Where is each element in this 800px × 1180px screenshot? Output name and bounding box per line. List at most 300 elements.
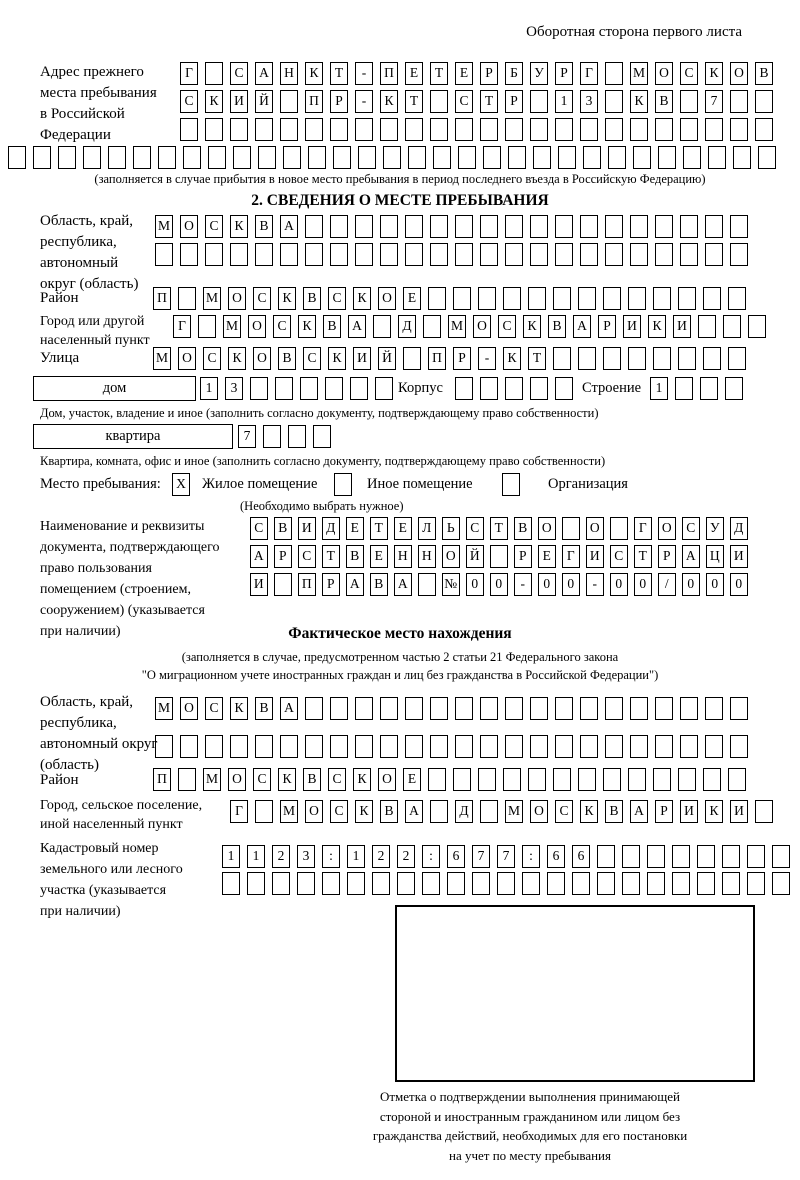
char-box[interactable] (8, 146, 26, 169)
char-box[interactable] (350, 377, 368, 400)
char-box[interactable] (755, 90, 773, 113)
char-box[interactable] (255, 118, 273, 141)
char-box[interactable]: К (353, 768, 371, 791)
char-box[interactable] (355, 697, 373, 720)
region-row-2[interactable] (155, 243, 755, 266)
char-box[interactable]: М (280, 800, 298, 823)
char-box[interactable]: Т (330, 62, 348, 85)
char-box[interactable] (680, 243, 698, 266)
char-box[interactable] (705, 118, 723, 141)
char-box[interactable] (555, 243, 573, 266)
char-box[interactable]: X (172, 473, 190, 496)
char-box[interactable]: А (394, 573, 412, 596)
char-box[interactable] (700, 377, 718, 400)
char-box[interactable] (422, 872, 440, 895)
char-box[interactable]: Р (598, 315, 616, 338)
char-box[interactable]: Е (370, 545, 388, 568)
char-box[interactable] (503, 768, 521, 791)
stay-type-checkbox-residential[interactable] (172, 473, 197, 496)
char-box[interactable] (230, 735, 248, 758)
prev-address-row-2[interactable] (180, 90, 780, 113)
char-box[interactable] (505, 215, 523, 238)
char-box[interactable]: А (348, 315, 366, 338)
char-box[interactable] (358, 146, 376, 169)
char-box[interactable] (430, 118, 448, 141)
char-box[interactable] (222, 872, 240, 895)
char-box[interactable]: Г (634, 517, 652, 540)
actual-region-row-2[interactable] (155, 735, 755, 758)
char-box[interactable]: С (466, 517, 484, 540)
char-box[interactable] (508, 146, 526, 169)
char-box[interactable] (330, 215, 348, 238)
char-box[interactable]: О (442, 545, 460, 568)
char-box[interactable]: С (250, 517, 268, 540)
char-box[interactable]: В (514, 517, 532, 540)
char-box[interactable] (383, 146, 401, 169)
char-box[interactable] (580, 735, 598, 758)
char-box[interactable] (263, 425, 281, 448)
char-box[interactable]: К (305, 62, 323, 85)
char-box[interactable] (355, 215, 373, 238)
document-row-1[interactable] (250, 517, 754, 540)
char-box[interactable]: В (323, 315, 341, 338)
char-box[interactable] (480, 118, 498, 141)
char-box[interactable]: О (378, 287, 396, 310)
char-box[interactable] (747, 872, 765, 895)
char-box[interactable]: - (514, 573, 532, 596)
char-box[interactable] (580, 215, 598, 238)
char-box[interactable] (198, 315, 216, 338)
char-box[interactable] (758, 146, 776, 169)
char-box[interactable] (430, 735, 448, 758)
char-box[interactable] (430, 243, 448, 266)
char-box[interactable]: В (278, 347, 296, 370)
char-box[interactable]: И (353, 347, 371, 370)
char-box[interactable]: С (680, 62, 698, 85)
char-box[interactable]: 6 (447, 845, 465, 868)
char-box[interactable] (108, 146, 126, 169)
char-box[interactable] (555, 377, 573, 400)
char-box[interactable]: Д (322, 517, 340, 540)
char-box[interactable] (183, 146, 201, 169)
char-box[interactable]: А (255, 62, 273, 85)
char-box[interactable] (133, 146, 151, 169)
char-box[interactable] (455, 243, 473, 266)
char-box[interactable] (178, 768, 196, 791)
char-box[interactable]: К (228, 347, 246, 370)
char-box[interactable]: 2 (397, 845, 415, 868)
char-box[interactable]: Е (403, 287, 421, 310)
char-box[interactable]: С (273, 315, 291, 338)
char-box[interactable]: С (205, 697, 223, 720)
char-box[interactable] (530, 697, 548, 720)
char-box[interactable]: В (380, 800, 398, 823)
char-box[interactable]: С (205, 215, 223, 238)
char-box[interactable] (405, 215, 423, 238)
char-box[interactable] (630, 735, 648, 758)
char-box[interactable]: К (503, 347, 521, 370)
char-box[interactable] (603, 347, 621, 370)
char-box[interactable] (322, 872, 340, 895)
char-box[interactable] (280, 90, 298, 113)
char-box[interactable] (355, 735, 373, 758)
char-box[interactable]: К (355, 800, 373, 823)
char-box[interactable] (580, 697, 598, 720)
char-box[interactable] (58, 146, 76, 169)
char-box[interactable]: О (530, 800, 548, 823)
char-box[interactable] (703, 347, 721, 370)
char-box[interactable] (562, 517, 580, 540)
char-box[interactable] (347, 872, 365, 895)
char-box[interactable] (578, 768, 596, 791)
char-box[interactable] (605, 697, 623, 720)
char-box[interactable] (230, 118, 248, 141)
char-box[interactable] (730, 243, 748, 266)
char-box[interactable]: Р (658, 545, 676, 568)
char-box[interactable] (453, 768, 471, 791)
char-box[interactable]: О (730, 62, 748, 85)
char-box[interactable] (522, 872, 540, 895)
char-box[interactable]: 0 (682, 573, 700, 596)
char-box[interactable]: М (223, 315, 241, 338)
char-box[interactable]: Т (480, 90, 498, 113)
char-box[interactable]: 2 (272, 845, 290, 868)
char-box[interactable]: С (328, 287, 346, 310)
prev-address-row-4[interactable] (8, 146, 783, 169)
char-box[interactable] (502, 473, 520, 496)
char-box[interactable]: 2 (372, 845, 390, 868)
char-box[interactable] (603, 768, 621, 791)
char-box[interactable]: Д (455, 800, 473, 823)
char-box[interactable] (155, 735, 173, 758)
char-box[interactable] (723, 315, 741, 338)
city-row[interactable] (173, 315, 773, 338)
char-box[interactable]: 0 (634, 573, 652, 596)
char-box[interactable]: Р (655, 800, 673, 823)
char-box[interactable]: Д (398, 315, 416, 338)
char-box[interactable] (455, 697, 473, 720)
char-box[interactable] (405, 243, 423, 266)
char-box[interactable] (205, 62, 223, 85)
char-box[interactable]: Е (403, 768, 421, 791)
char-box[interactable] (330, 735, 348, 758)
char-box[interactable]: В (255, 697, 273, 720)
char-box[interactable] (505, 118, 523, 141)
char-box[interactable] (608, 146, 626, 169)
char-box[interactable] (605, 243, 623, 266)
char-box[interactable] (330, 243, 348, 266)
char-box[interactable] (605, 215, 623, 238)
char-box[interactable] (572, 872, 590, 895)
char-box[interactable]: К (705, 62, 723, 85)
char-box[interactable]: Г (580, 62, 598, 85)
char-box[interactable] (553, 347, 571, 370)
char-box[interactable]: 7 (497, 845, 515, 868)
document-row-2[interactable] (250, 545, 754, 568)
char-box[interactable] (703, 287, 721, 310)
char-box[interactable]: Ц (706, 545, 724, 568)
char-box[interactable]: Т (634, 545, 652, 568)
char-box[interactable]: К (630, 90, 648, 113)
char-box[interactable]: Е (405, 62, 423, 85)
char-box[interactable]: М (203, 768, 221, 791)
char-box[interactable] (233, 146, 251, 169)
char-box[interactable]: 3 (297, 845, 315, 868)
char-box[interactable] (610, 517, 628, 540)
char-box[interactable] (230, 243, 248, 266)
char-box[interactable] (672, 845, 690, 868)
char-box[interactable] (578, 347, 596, 370)
char-box[interactable] (433, 146, 451, 169)
char-box[interactable] (730, 118, 748, 141)
char-box[interactable]: Р (480, 62, 498, 85)
char-box[interactable] (653, 287, 671, 310)
char-box[interactable]: Т (528, 347, 546, 370)
char-box[interactable] (725, 377, 743, 400)
char-box[interactable]: К (298, 315, 316, 338)
korpus-row[interactable] (455, 377, 580, 400)
char-box[interactable] (530, 377, 548, 400)
char-box[interactable] (380, 243, 398, 266)
char-box[interactable] (653, 347, 671, 370)
char-box[interactable] (255, 800, 273, 823)
char-box[interactable]: Р (505, 90, 523, 113)
char-box[interactable]: 3 (225, 377, 243, 400)
char-box[interactable] (397, 872, 415, 895)
char-box[interactable]: 0 (490, 573, 508, 596)
char-box[interactable] (480, 243, 498, 266)
char-box[interactable] (505, 243, 523, 266)
char-box[interactable]: А (630, 800, 648, 823)
char-box[interactable] (630, 697, 648, 720)
char-box[interactable] (755, 118, 773, 141)
char-box[interactable]: К (580, 800, 598, 823)
char-box[interactable]: 1 (247, 845, 265, 868)
char-box[interactable]: А (346, 573, 364, 596)
char-box[interactable] (555, 735, 573, 758)
char-box[interactable]: 1 (347, 845, 365, 868)
apartment-row[interactable] (238, 425, 338, 448)
char-box[interactable]: Б (505, 62, 523, 85)
char-box[interactable]: М (153, 347, 171, 370)
char-box[interactable] (603, 287, 621, 310)
char-box[interactable] (772, 872, 790, 895)
char-box[interactable] (630, 215, 648, 238)
char-box[interactable] (325, 377, 343, 400)
char-box[interactable] (728, 287, 746, 310)
char-box[interactable]: О (180, 215, 198, 238)
char-box[interactable]: С (498, 315, 516, 338)
char-box[interactable] (630, 243, 648, 266)
char-box[interactable]: Н (394, 545, 412, 568)
char-box[interactable]: : (322, 845, 340, 868)
char-box[interactable] (547, 872, 565, 895)
char-box[interactable] (480, 800, 498, 823)
char-box[interactable]: К (230, 697, 248, 720)
char-box[interactable] (505, 735, 523, 758)
actual-region-row-1[interactable] (155, 697, 755, 720)
char-box[interactable]: О (586, 517, 604, 540)
char-box[interactable] (653, 768, 671, 791)
char-box[interactable]: О (658, 517, 676, 540)
char-box[interactable] (605, 118, 623, 141)
char-box[interactable] (705, 735, 723, 758)
char-box[interactable]: В (255, 215, 273, 238)
char-box[interactable]: П (305, 90, 323, 113)
char-box[interactable] (558, 146, 576, 169)
char-box[interactable] (658, 146, 676, 169)
char-box[interactable]: О (305, 800, 323, 823)
char-box[interactable] (655, 697, 673, 720)
char-box[interactable]: 0 (730, 573, 748, 596)
char-box[interactable] (283, 146, 301, 169)
char-box[interactable] (528, 768, 546, 791)
char-box[interactable] (483, 146, 501, 169)
char-box[interactable] (533, 146, 551, 169)
char-box[interactable] (355, 118, 373, 141)
char-box[interactable] (730, 90, 748, 113)
char-box[interactable]: : (422, 845, 440, 868)
char-box[interactable] (180, 118, 198, 141)
char-box[interactable]: О (378, 768, 396, 791)
char-box[interactable] (655, 118, 673, 141)
char-box[interactable] (178, 287, 196, 310)
char-box[interactable] (748, 315, 766, 338)
char-box[interactable] (605, 735, 623, 758)
char-box[interactable] (655, 243, 673, 266)
char-box[interactable]: 1 (200, 377, 218, 400)
char-box[interactable]: О (473, 315, 491, 338)
char-box[interactable]: П (428, 347, 446, 370)
char-box[interactable] (680, 215, 698, 238)
char-box[interactable]: А (405, 800, 423, 823)
cadastral-row-2[interactable] (222, 872, 797, 895)
stroenie-row[interactable] (650, 377, 750, 400)
char-box[interactable]: Т (430, 62, 448, 85)
char-box[interactable] (605, 90, 623, 113)
char-box[interactable] (705, 215, 723, 238)
char-box[interactable] (622, 845, 640, 868)
char-box[interactable]: Р (555, 62, 573, 85)
char-box[interactable]: В (303, 287, 321, 310)
char-box[interactable]: 0 (610, 573, 628, 596)
char-box[interactable] (288, 425, 306, 448)
char-box[interactable] (705, 697, 723, 720)
char-box[interactable] (205, 118, 223, 141)
char-box[interactable] (697, 872, 715, 895)
stay-type-checkbox-organization[interactable] (502, 473, 527, 496)
char-box[interactable] (505, 697, 523, 720)
char-box[interactable] (578, 287, 596, 310)
char-box[interactable] (258, 146, 276, 169)
char-box[interactable]: Т (405, 90, 423, 113)
char-box[interactable]: 6 (547, 845, 565, 868)
char-box[interactable] (430, 800, 448, 823)
char-box[interactable] (478, 768, 496, 791)
char-box[interactable]: Р (322, 573, 340, 596)
char-box[interactable]: 3 (580, 90, 598, 113)
char-box[interactable]: С (180, 90, 198, 113)
char-box[interactable]: В (303, 768, 321, 791)
char-box[interactable] (772, 845, 790, 868)
char-box[interactable]: 1 (222, 845, 240, 868)
char-box[interactable]: П (380, 62, 398, 85)
char-box[interactable] (647, 845, 665, 868)
char-box[interactable] (705, 243, 723, 266)
char-box[interactable]: И (250, 573, 268, 596)
char-box[interactable] (274, 573, 292, 596)
char-box[interactable] (305, 697, 323, 720)
char-box[interactable]: К (648, 315, 666, 338)
char-box[interactable]: Й (466, 545, 484, 568)
char-box[interactable] (255, 735, 273, 758)
char-box[interactable]: С (330, 800, 348, 823)
char-box[interactable]: Е (346, 517, 364, 540)
char-box[interactable] (678, 287, 696, 310)
char-box[interactable]: А (280, 215, 298, 238)
char-box[interactable] (408, 146, 426, 169)
char-box[interactable] (280, 118, 298, 141)
char-box[interactable]: И (673, 315, 691, 338)
char-box[interactable] (730, 215, 748, 238)
char-box[interactable] (272, 872, 290, 895)
char-box[interactable]: - (478, 347, 496, 370)
house-number-row[interactable] (200, 377, 400, 400)
char-box[interactable] (205, 735, 223, 758)
char-box[interactable] (83, 146, 101, 169)
char-box[interactable] (722, 845, 740, 868)
region-row-1[interactable] (155, 215, 755, 238)
char-box[interactable] (380, 697, 398, 720)
char-box[interactable]: К (523, 315, 541, 338)
char-box[interactable]: К (205, 90, 223, 113)
char-box[interactable]: М (630, 62, 648, 85)
char-box[interactable] (375, 377, 393, 400)
char-box[interactable]: : (522, 845, 540, 868)
char-box[interactable]: 7 (705, 90, 723, 113)
char-box[interactable]: Р (330, 90, 348, 113)
char-box[interactable]: С (303, 347, 321, 370)
char-box[interactable] (583, 146, 601, 169)
char-box[interactable] (555, 697, 573, 720)
char-box[interactable]: С (230, 62, 248, 85)
char-box[interactable]: К (230, 215, 248, 238)
char-box[interactable] (633, 146, 651, 169)
char-box[interactable] (622, 872, 640, 895)
char-box[interactable]: № (442, 573, 460, 596)
char-box[interactable]: 0 (466, 573, 484, 596)
char-box[interactable] (455, 735, 473, 758)
char-box[interactable]: - (355, 62, 373, 85)
char-box[interactable] (430, 697, 448, 720)
char-box[interactable] (628, 347, 646, 370)
char-box[interactable] (553, 768, 571, 791)
char-box[interactable] (528, 287, 546, 310)
char-box[interactable] (180, 735, 198, 758)
char-box[interactable]: Л (418, 517, 436, 540)
char-box[interactable] (605, 62, 623, 85)
actual-city-row[interactable] (230, 800, 780, 823)
char-box[interactable] (580, 243, 598, 266)
char-box[interactable] (405, 118, 423, 141)
char-box[interactable]: П (153, 287, 171, 310)
char-box[interactable] (472, 872, 490, 895)
char-box[interactable] (405, 735, 423, 758)
char-box[interactable]: С (610, 545, 628, 568)
char-box[interactable] (458, 146, 476, 169)
char-box[interactable]: В (755, 62, 773, 85)
char-box[interactable]: М (203, 287, 221, 310)
